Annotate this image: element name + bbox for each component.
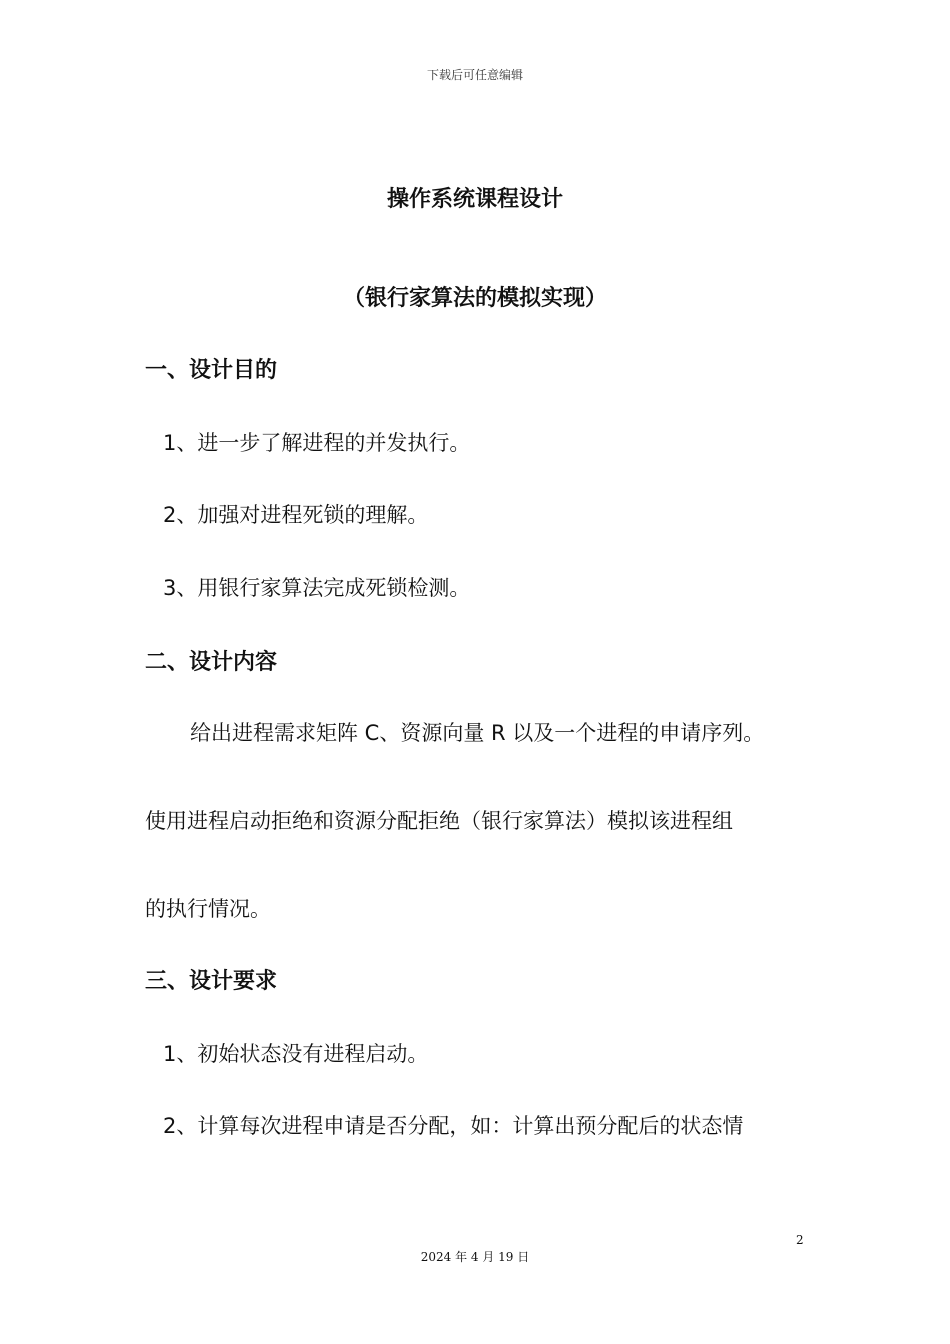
purpose-item-2: 2、加强对进程死锁的理解。 (163, 503, 429, 527)
content-paragraph-line-3: 的执行情况。 (145, 897, 271, 921)
requirement-item-1: 1、初始状态没有进程启动。 (163, 1042, 429, 1066)
purpose-item-1: 1、进一步了解进程的并发执行。 (163, 431, 471, 455)
page-number: 2 (796, 1233, 804, 1247)
footer-date: 2024 年 4 月 19 日 (420, 1250, 530, 1264)
section-heading-purpose: 一、设计目的 (145, 358, 278, 383)
content-paragraph-line-2: 使用进程启动拒绝和资源分配拒绝（银行家算法）模拟该进程组 (145, 809, 733, 833)
requirement-item-2: 2、计算每次进程申请是否分配，如：计算出预分配后的状态情 (163, 1114, 744, 1138)
purpose-item-3: 3、用银行家算法完成死锁检测。 (163, 576, 471, 600)
section-heading-content: 二、设计内容 (145, 650, 278, 675)
content-paragraph-line-1: 给出进程需求矩阵 C、资源向量 R 以及一个进程的申请序列。 (190, 721, 765, 745)
document-title: 操作系统课程设计 (386, 187, 563, 212)
header-note: 下载后可任意编辑 (426, 68, 523, 82)
document-subtitle: （银行家算法的模拟实现） (342, 286, 607, 311)
section-heading-requirements: 三、设计要求 (145, 969, 278, 994)
